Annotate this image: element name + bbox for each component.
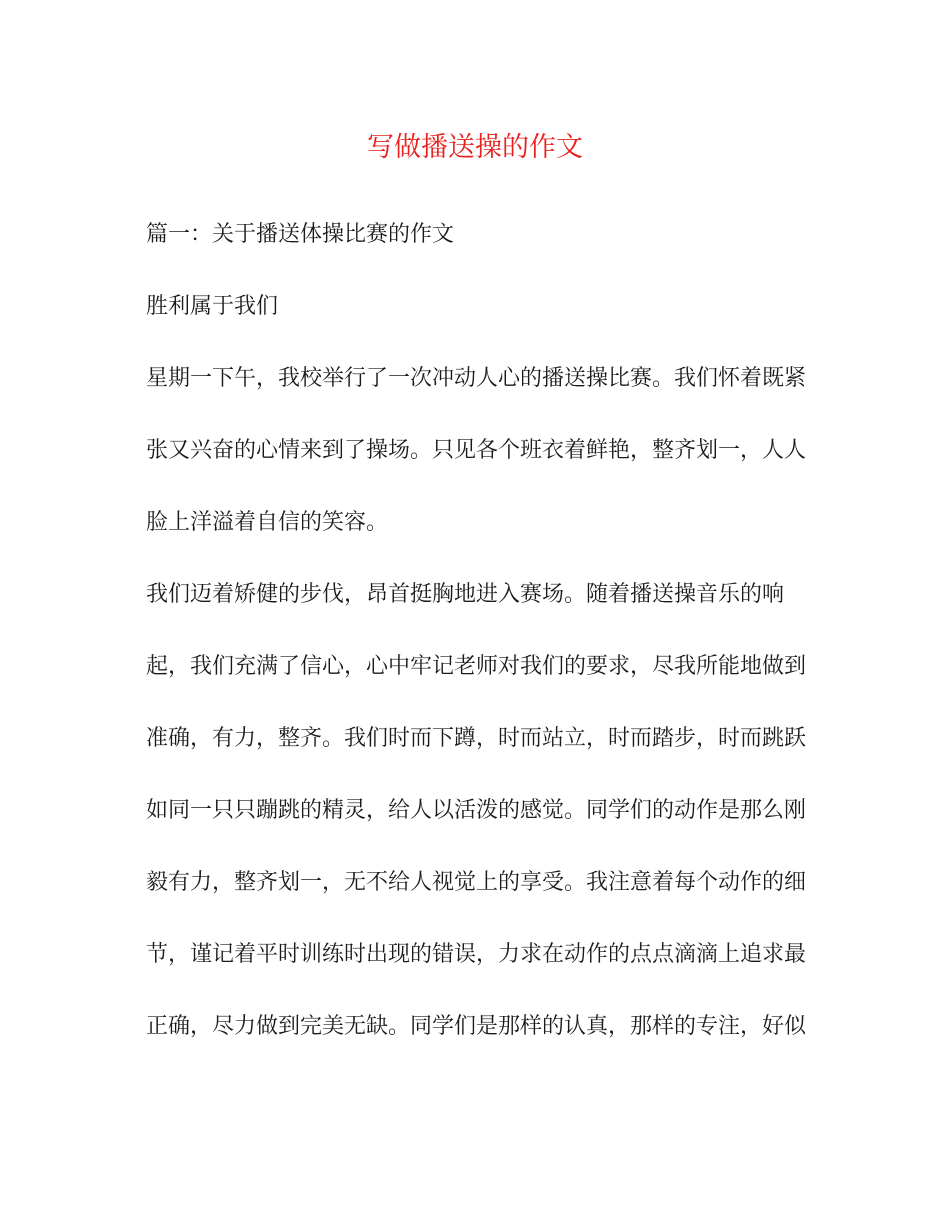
body-line: 正确，尽力做到完美无缺。同学们是那样的认真，那样的专注，好似	[146, 1014, 806, 1039]
body-line: 星期一下午，我校举行了一次冲动人心的播送操比赛。我们怀着既紧	[146, 366, 806, 391]
body-line: 节，谨记着平时训练时出现的错误，力求在动作的点点滴滴上追求最	[146, 942, 806, 967]
body-line: 张又兴奋的心情来到了操场。只见各个班衣着鲜艳，整齐划一，人人	[146, 438, 806, 463]
document-title: 写做播送操的作文	[367, 132, 583, 163]
body-line: 脸上洋溢着自信的笑容。	[146, 510, 389, 535]
body-line: 毅有力，整齐划一，无不给人视觉上的享受。我注意着每个动作的细	[146, 870, 806, 895]
essay-title: 胜利属于我们	[146, 294, 279, 319]
body-line: 起，我们充满了信心，心中牢记老师对我们的要求，尽我所能地做到	[146, 654, 806, 679]
body-line: 准确，有力，整齐。我们时而下蹲，时而站立，时而踏步，时而跳跃	[146, 726, 806, 751]
body-line: 如同一只只蹦跳的精灵，给人以活泼的感觉。同学们的动作是那么刚	[146, 798, 806, 823]
section-heading: 篇一：关于播送体操比赛的作文	[146, 222, 455, 247]
body-line: 我们迈着矫健的步伐，昂首挺胸地进入赛场。随着播送操音乐的响	[146, 582, 785, 607]
